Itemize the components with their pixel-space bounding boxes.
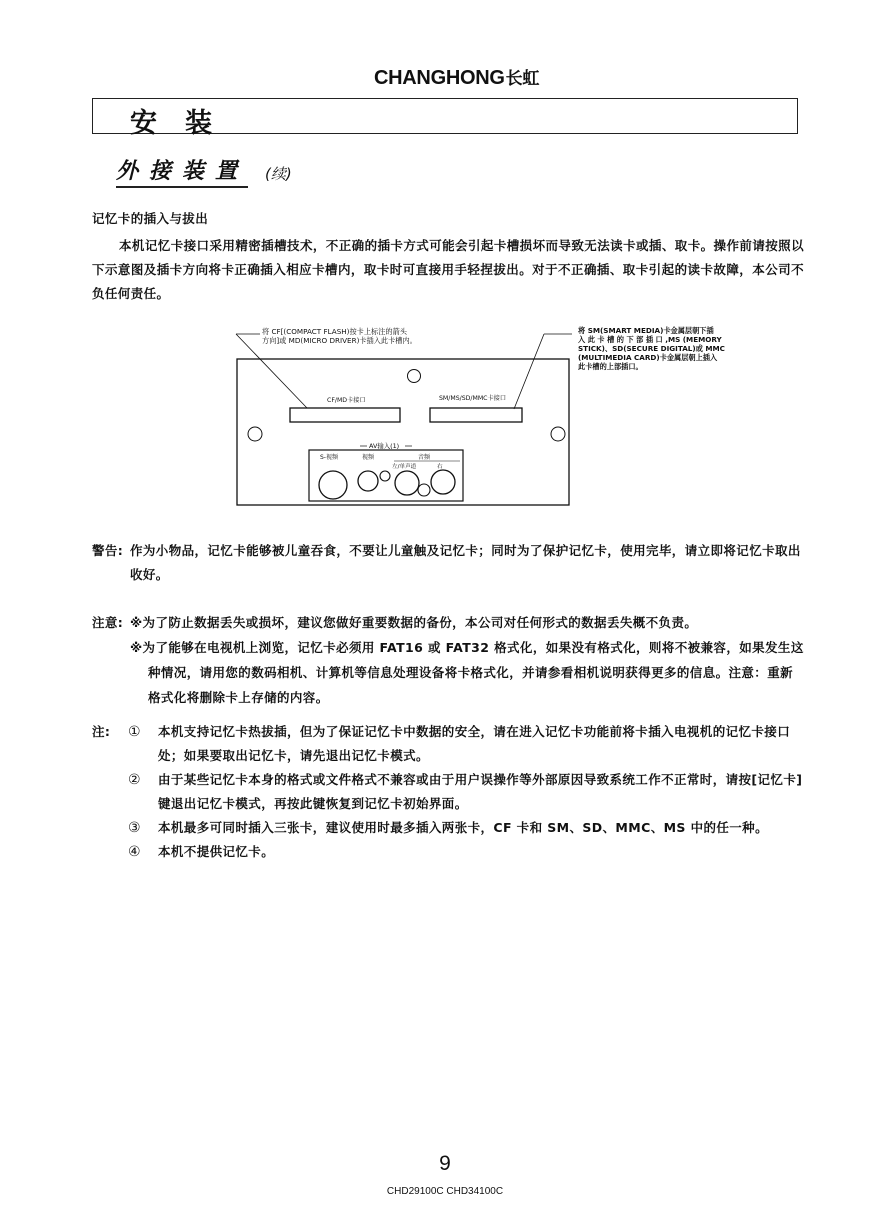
video-jack [358,471,378,491]
attention-item-2-wrap [130,635,804,710]
warning-label: 警告: [92,543,124,558]
s-video-label: S-视频 [320,454,338,461]
audio-left-label: 左/单声道 [392,464,417,470]
page-number: 9 [439,1152,451,1175]
card-slot-diagram [232,322,572,512]
note-item [128,840,804,864]
sm-ms-sd-mmc-slot-label: SM/MS/SD/MMC卡接口 [439,395,507,402]
av-input-label: AV输入(1) [369,442,400,450]
mount-hole-top [408,370,421,383]
callout-right-line-5: 此卡槽的上部插口。 [578,362,643,372]
mount-hole-right [551,427,565,441]
callout-left-line-2: 方向]或 MD(MICRO DRIVER)卡插入此卡槽内。 [262,336,417,345]
note-number: ② [128,772,141,788]
s-video-jack [319,471,347,499]
page-title: 安装 [130,108,240,139]
video-jack-small [380,471,390,481]
video-label: 视频 [362,454,375,461]
callout-right-line-3: STICK)、SD(SECURE DIGITAL)或 MMC [578,344,725,354]
callout-right-line-1: 将 SM(SMART MEDIA)卡金属层朝下插 [578,326,714,335]
callout-left-line-1: 将 CF[(COMPACT FLASH)按卡上标注的箭头 [262,327,407,336]
note-item [128,720,804,768]
audio-right-jack [431,470,455,494]
subtitle-continued-note: (续) [265,165,292,183]
model-numbers: CHD29100C CHD34100C [386,1186,504,1197]
cf-md-slot-label: CF/MD卡接口 [327,397,366,404]
note-number: ④ [128,844,141,860]
audio-right-label: 右 [437,464,443,470]
attention-item-2: ※为了能够在电视机上浏览，记忆卡必须用 FAT16 或 FAT32 格式化，如果没有格式化，则将不被兼容，如果发生这种情况，请用您的数码相机、计算机等信息处理设备将卡格式化，并请参看相机说明获得更多的信息。注意：重新格式化将删除卡上存储的内容。 [130,640,804,705]
callout-right-line-4: (MULTIMEDIA CARD)卡金属层朝上插入 [578,353,718,363]
callout-left-leader [236,334,307,408]
note-text: 由于某些记忆卡本身的格式或文件格式不兼容或由于用户误操作等外部原因导致系统工作不正常时，请按[记忆卡]键退出记忆卡模式，再按此键恢复到记忆卡初始界面。 [158,772,803,811]
brand-name-cn: 长虹 [505,69,540,89]
panel-outline [237,359,569,505]
note-number: ① [128,724,141,740]
intro-paragraph: 本机记忆卡接口采用精密插槽技术，不正确的插卡方式可能会引起卡槽损坏而导致无法读卡或插、取卡。操作前请按照以下示意图及插卡方向将卡正确插入相应卡槽内，取卡时可直接用手轻捏拔出。对于不正确插、取卡引起的读卡故障，本公司不负任何责任。 [92,238,804,301]
callout-right-block [578,326,758,371]
callout-right-line-2: 入 此 卡 槽 的 下 部 插 口 ,MS (MEMORY [578,335,722,345]
audio-left-jack [395,471,419,495]
section-heading: 记忆卡的插入与拔出 [92,211,209,226]
note-number: ③ [128,820,141,836]
brand-logo [374,64,539,90]
warning-text: 作为小物品，记忆卡能够被儿童吞食，不要让儿童触及记忆卡；同时为了保护记忆卡，使用完毕，请立即将记忆卡取出收好。 [130,543,801,582]
note-item [128,816,804,840]
note-text: 本机不提供记忆卡。 [158,844,275,859]
attention-label: 注意: [92,615,124,630]
notes-label: 注: [92,724,111,739]
audio-small-jack [418,484,430,496]
audio-label: 音频 [418,454,431,461]
note-text: 本机最多可同时插入三张卡，建议使用时最多插入两张卡，CF 卡和 SM、SD、MMC、MS 中的任一种。 [158,820,768,835]
note-item [128,768,804,816]
cf-md-slot [290,408,400,422]
brand-name-en: CHANGHONG [374,67,505,89]
mount-hole-left [248,427,262,441]
attention-item-1: ※为了防止数据丢失或损坏，建议您做好重要数据的备份，本公司对任何形式的数据丢失概不负责。 [130,615,698,630]
sm-ms-sd-mmc-slot [430,408,522,422]
callout-right-leader [514,334,544,409]
note-text: 本机支持记忆卡热拔插，但为了保证记忆卡中数据的安全，请在进入记忆卡功能前将卡插入电视机的记忆卡接口处；如果要取出记忆卡，请先退出记忆卡模式。 [158,724,791,763]
section-subtitle: 外接装置 [116,154,248,188]
